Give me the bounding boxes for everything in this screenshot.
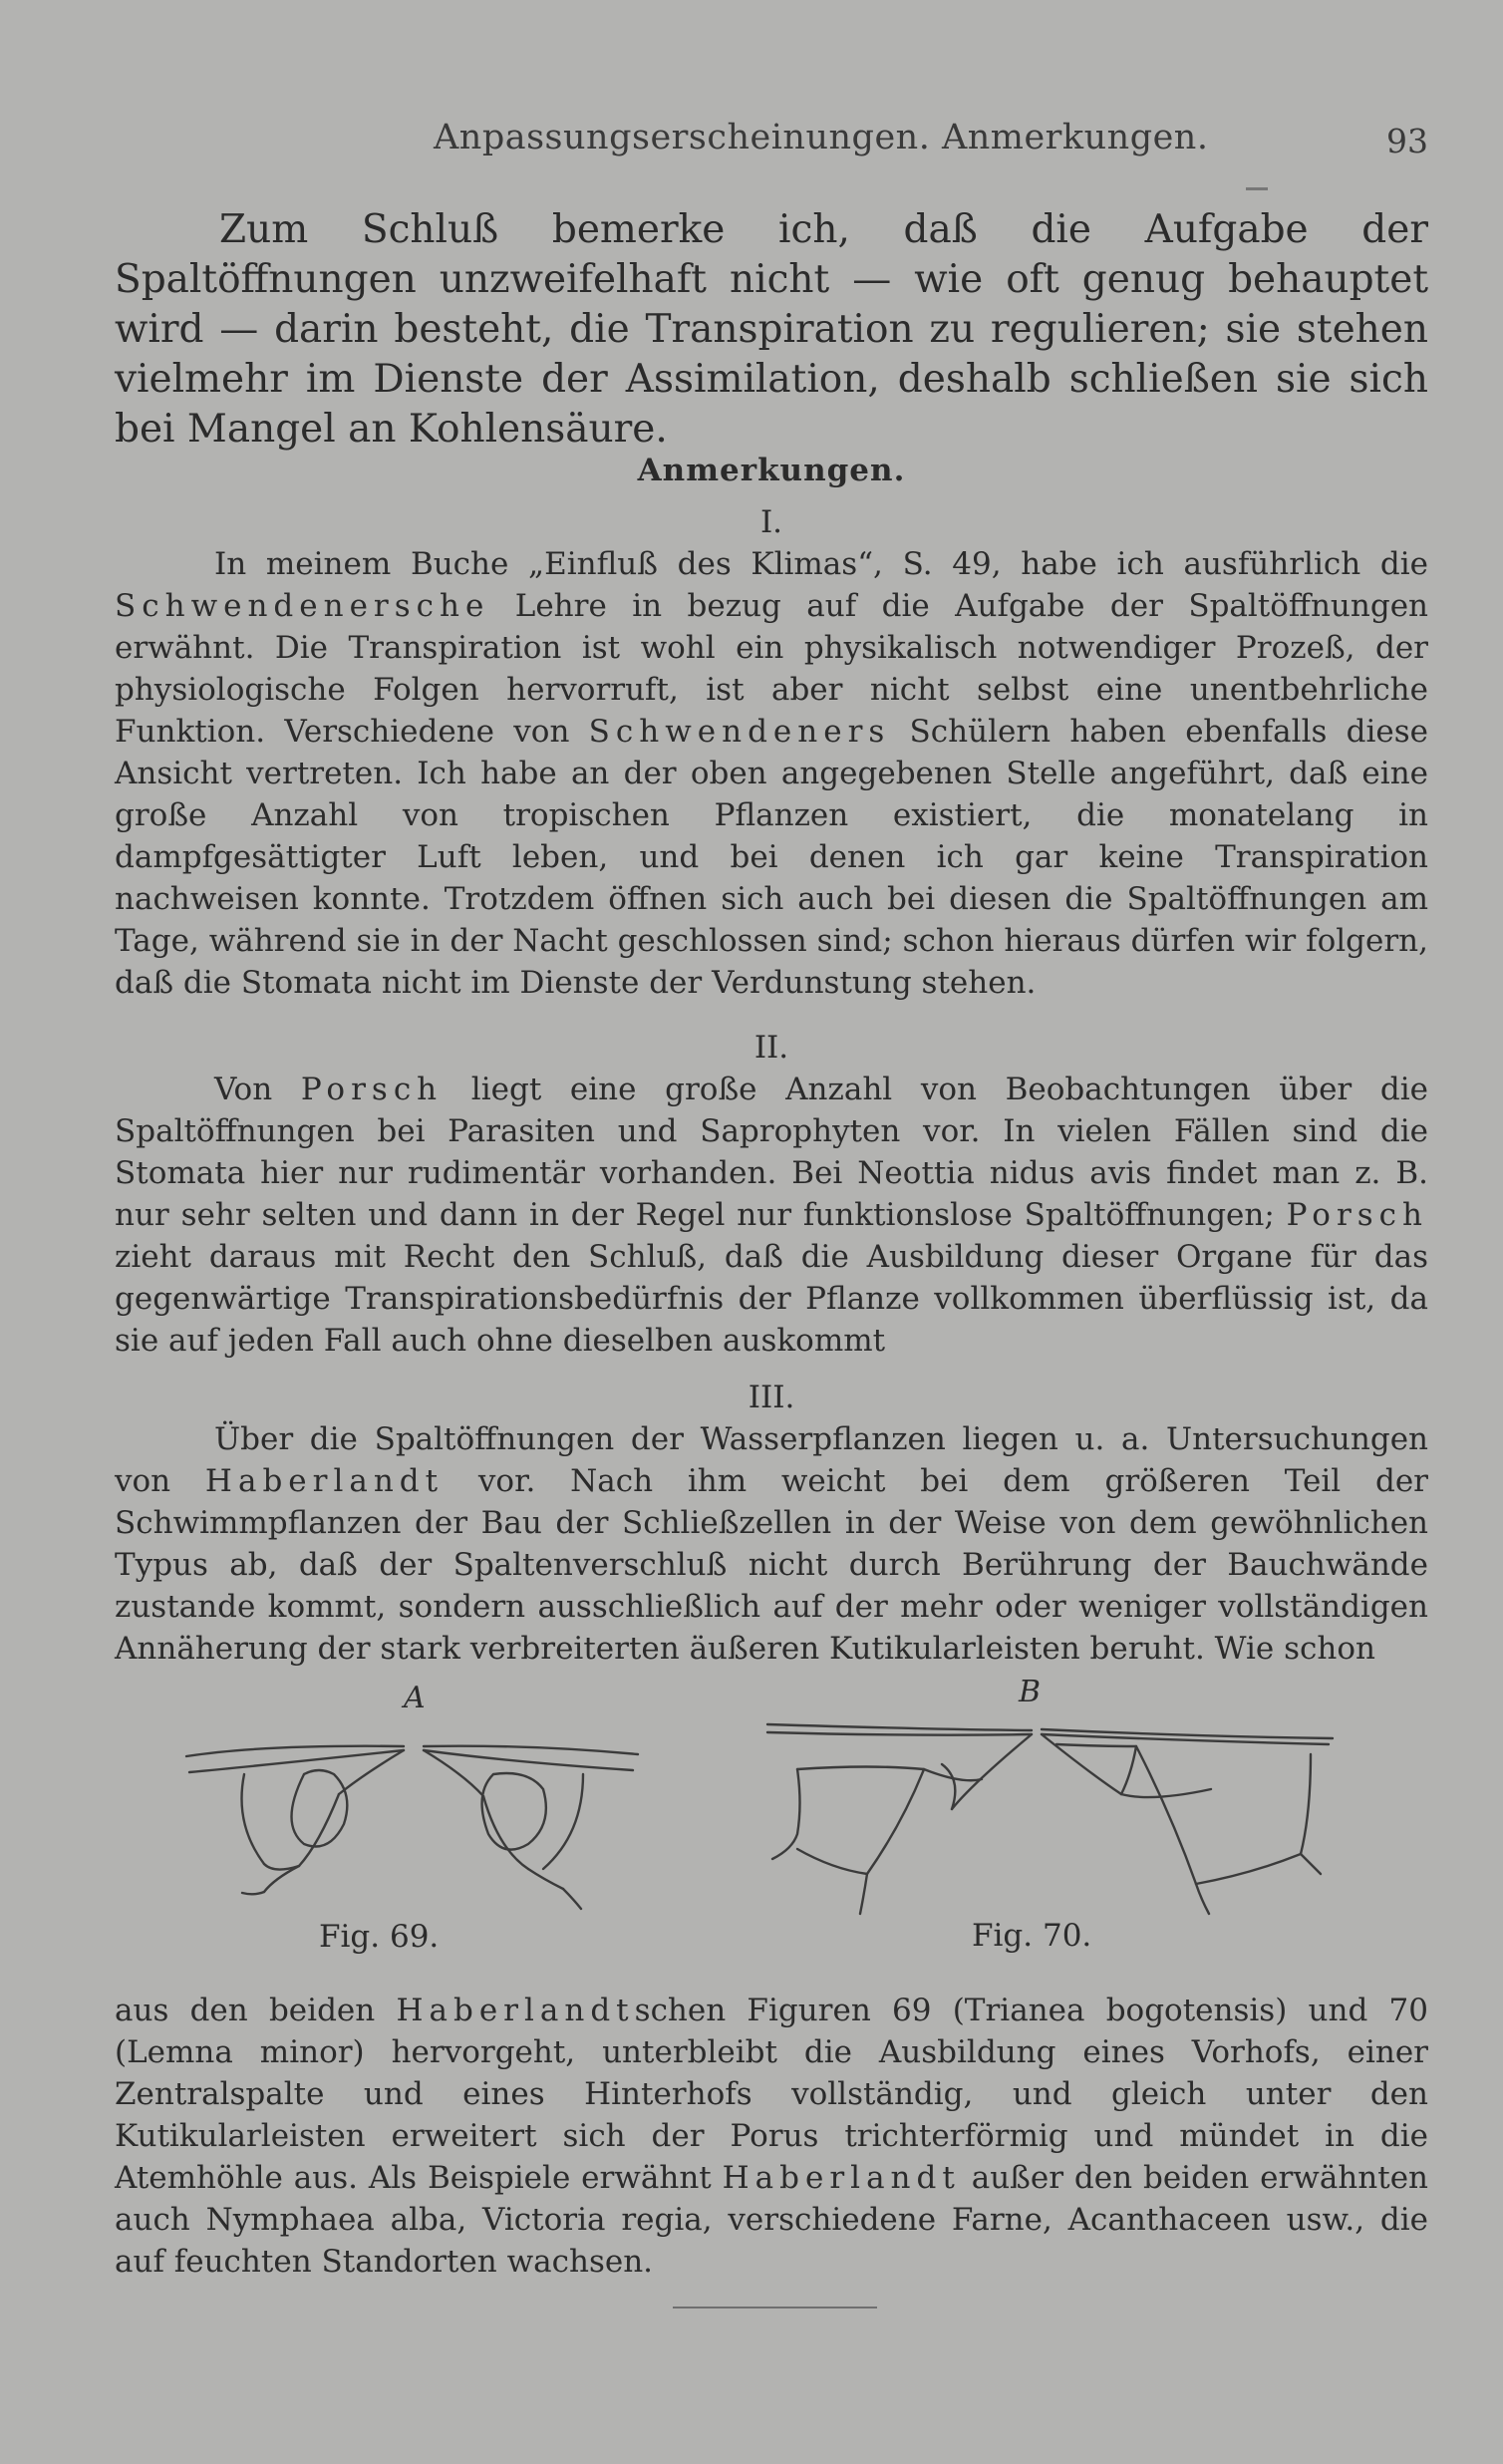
- note-2: [115, 1069, 1428, 1362]
- continuation-text-part: aus den beiden: [115, 1993, 397, 2028]
- note-1-text-part: Schülern haben ebenfalls diese Ansicht vertreten. Ich habe an der oben angegebenen Stelle angeführt, daß eine große Anzahl von tropischen Pflanzen existiert, die monatelang in dampfgesättigter Luft leben, und bei denen ich gar keine Transpiration nachweisen konnte. Trotzdem öffnen sich auch bei diesen die Spaltöffnungen am Tage, während sie in der Nacht geschlossen sind; schon hieraus dürfen wir folgern, daß die Stomata nicht im Dienste der Verdunstung stehen.: [115, 714, 1428, 1001]
- figure-70-left-cell: [767, 1724, 1032, 1914]
- note-3-numeral: III.: [748, 1380, 795, 1415]
- author-name-spaced: Schwendeners: [588, 714, 891, 750]
- figures-block: [115, 1675, 1428, 1974]
- page-number: 93: [1386, 122, 1428, 160]
- notes-heading: Anmerkungen.: [637, 453, 906, 488]
- continuation-text-part: außer den beiden erwähnten auch Nymphaea alba, Victoria regia, verschiedene Farne, Acanthaceen usw., die auf feuchten Standorten wachsen.: [115, 2160, 1428, 2280]
- lead-paragraph-text: Zum Schluß bemerke ich, daß die Aufgabe der Spaltöffnungen unzweifelhaft nicht — wie oft genug behauptet wird — darin besteht, die Transpiration zu regulieren; sie stehen vielmehr im Dienste der Assimilation, deshalb schließen sie sich bei Mangel an Kohlensäure.: [115, 207, 1428, 452]
- note-3-text-part: vor. Nach ihm weicht bei dem größeren Teil der Schwimmpflanzen der Bau der Schließzellen in der Weise von dem gewöhnlichen Typus ab, daß der Spaltenverschluß nicht durch Berührung der Bauchwände zustande kommt, sondern ausschließlich auf der mehr oder weniger vollständigen Annäherung der stark verbreiterten äußeren Kutikularleisten beruht. Wie schon: [115, 1463, 1428, 1667]
- note-3: [115, 1418, 1428, 1670]
- note-1-text-part: In meinem Buche „Einfluß des Klimas“, S. 49, habe ich ausführlich die: [214, 546, 1428, 582]
- running-head-title: Anpassungserscheinungen. Anmerkungen.: [434, 118, 1209, 157]
- note-2-text-part: zieht daraus mit Recht den Schluß, daß die Ausbildung dieser Organe für das gegenwärtige Transpirationsbedürfnis der Pflanze vollkommen überflüssig ist, da sie auf jeden Fall auch ohne dieselben auskommt: [115, 1239, 1428, 1359]
- author-name-spaced: Haberlandt: [396, 1993, 635, 2028]
- continuation-text-part: schen Figuren 69 (Trianea bogotensis) und 70 (Lemna minor) hervorgeht, unterbleibt die Ausbildung eines Vorhofs, einer Zentralspalte und eines Hinterhofs vollständig, und gleich unter den Kutikularleisten erweitert sich der Porus trichterförmig und mündet in die Atemhöhle aus. Als Beispiele erwähnt: [115, 1993, 1428, 2196]
- figure-70-letter: B: [1019, 1675, 1042, 1709]
- note-1: [115, 543, 1428, 1004]
- note-3-text-part: Über die Spaltöffnungen der Wasserpflanzen liegen u. a. Untersuchungen von: [115, 1421, 1428, 1499]
- figure-69-right-cell: [424, 1746, 638, 1909]
- figure-70-caption: Fig. 70.: [972, 1918, 1092, 1954]
- note-1-numeral: I.: [759, 504, 783, 540]
- note-3-text: [115, 1418, 1428, 1670]
- note-1-text-part: Lehre in bezug auf die Aufgabe der Spaltöffnungen erwähnt. Die Transpiration ist wohl ein physikalisch notwendiger Prozeß, der physiologische Folgen hervorruft, ist aber nicht selbst eine unentbehrliche Funktion. Verschiedene von: [115, 588, 1428, 750]
- author-name-spaced: Haberlandt: [204, 1463, 445, 1499]
- note-2-text-part: Von: [214, 1072, 301, 1107]
- running-head: [115, 118, 1428, 167]
- continuation-paragraph: [115, 1990, 1428, 2283]
- figure-70-right-cell: [1042, 1729, 1333, 1914]
- print-smudge: [1246, 187, 1268, 190]
- end-rule: [673, 2307, 877, 2309]
- note-2-text-part: liegt eine große Anzahl von Beobachtungen über die Spaltöffnungen bei Parasiten und Saprophyten vor. In vielen Fällen sind die Stomata hier nur rudimentär vorhanden. Bei Neottia nidus avis findet man z. B. nur sehr selten und dann in der Regel nur funktionslose Spaltöffnungen;: [115, 1072, 1429, 1233]
- figure-69-letter: A: [404, 1681, 426, 1715]
- author-name-spaced: Haberlandt: [722, 2160, 961, 2196]
- figure-69-caption: Fig. 69.: [319, 1919, 440, 1955]
- note-2-numeral: II.: [753, 1030, 789, 1066]
- lead-paragraph: [115, 205, 1428, 455]
- stomata-illustrations: [115, 1675, 1428, 1924]
- note-1-text: [115, 543, 1428, 1004]
- author-name-spaced: Porsch: [1286, 1197, 1428, 1233]
- continuation-text: [115, 1990, 1428, 2283]
- figure-69-left-cell: [186, 1746, 404, 1895]
- note-2-text: [115, 1069, 1428, 1362]
- author-name-spaced: Porsch: [300, 1072, 444, 1107]
- author-name-spaced: Schwendenersche: [115, 588, 490, 624]
